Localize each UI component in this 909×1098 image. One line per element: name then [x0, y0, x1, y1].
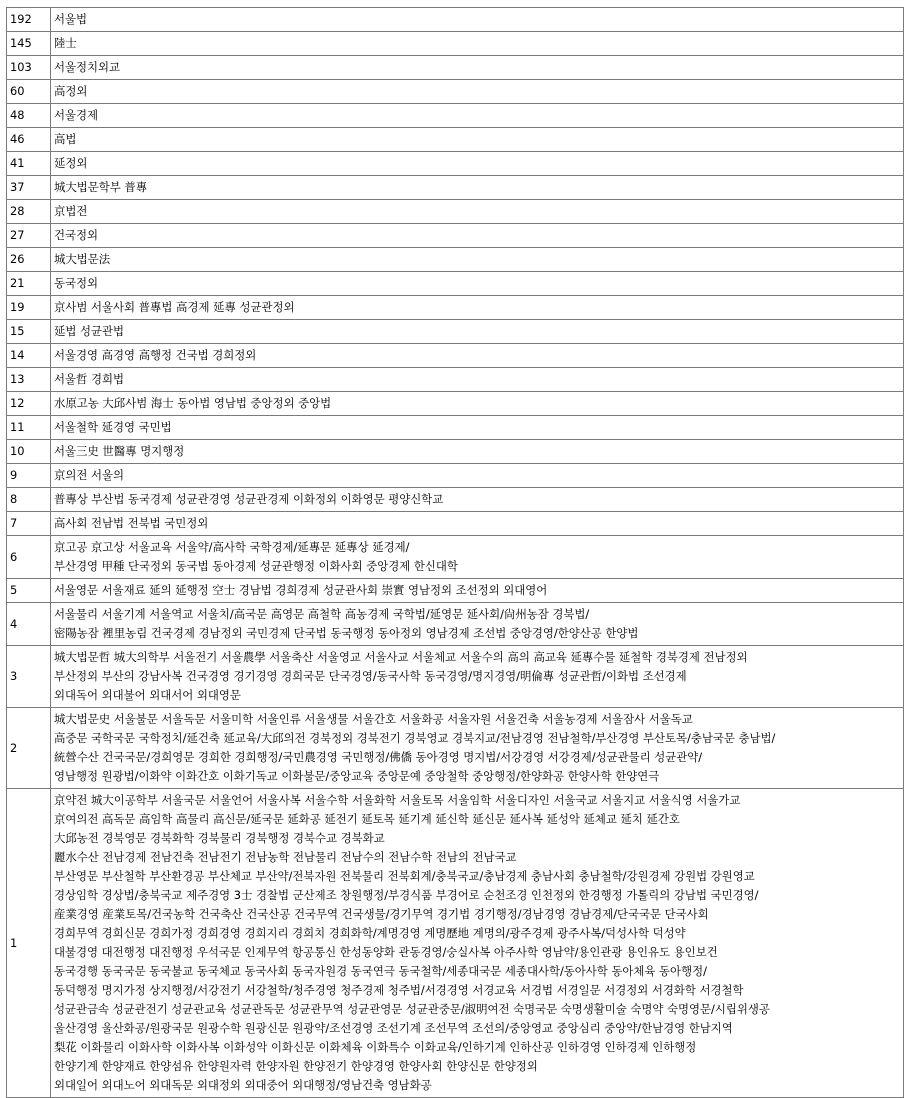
table-row [7, 104, 904, 128]
school-list-line: 高사회 전남법 전북법 국민정외 [54, 516, 209, 530]
school-list-cell [51, 176, 904, 200]
school-list-line: 건국정외 [54, 228, 99, 242]
school-list-line: 京의전 서울의 [54, 468, 125, 482]
table-row [7, 708, 904, 789]
count-cell: 46 [7, 128, 51, 152]
school-list-cell [51, 708, 904, 789]
school-list-line: 城大법문法 [54, 252, 111, 266]
school-list-cell [51, 8, 904, 32]
count-cell: 9 [7, 464, 51, 488]
school-list-line: 울산경영 울산화공/원광국문 원광수학 원광신문 원광약/조선경영 조선기계 조선무역 조선의/중앙영교 중앙심리 중앙약/한남경영 한남지역 [54, 1021, 733, 1035]
school-list-cell [51, 296, 904, 320]
school-list-line: 성균관금속 성균관전기 성균관교육 성균관독문 성균관무역 성균관영문 성균관중문/淑明여전 숙명국문 숙명생활미술 숙명약 숙명영문/시립위생공 [54, 1002, 770, 1016]
count-cell: 2 [7, 708, 51, 789]
school-list-line: 京사범 서울사회 普專법 高경제 延專 성균관정외 [54, 300, 295, 314]
table-row [7, 646, 904, 708]
table-row [7, 536, 904, 579]
school-list-line: 高정외 [54, 84, 88, 98]
table-row [7, 392, 904, 416]
school-list-cell [51, 646, 904, 708]
count-cell: 6 [7, 536, 51, 579]
school-list-line: 영남행정 원광법/이화약 이화간호 이화기독교 이화불문/중앙교육 중앙문예 중앙철학 중앙행정/한양화공 한양사학 한양연극 [54, 769, 660, 783]
school-list-cell [51, 248, 904, 272]
school-list-line: 서울영문 서울재료 延의 延행정 空士 경남법 경희경제 성균관사회 崇實 영남정외 조선정외 외대영어 [54, 583, 548, 597]
count-cell: 145 [7, 32, 51, 56]
count-cell: 28 [7, 200, 51, 224]
school-list-line: 서울철학 延경영 국민법 [54, 420, 172, 434]
school-list-cell [51, 320, 904, 344]
count-cell: 60 [7, 80, 51, 104]
count-cell: 14 [7, 344, 51, 368]
count-cell: 10 [7, 440, 51, 464]
school-list-line: 부산정외 부산의 강남사복 건국경영 경기경영 경희국문 단국경영/동국사학 동국경영/명지경영/明倫專 성균관哲/이화법 조선경제 [54, 669, 687, 683]
table-row [7, 8, 904, 32]
school-list-cell [51, 536, 904, 579]
school-list-cell [51, 32, 904, 56]
table-row [7, 224, 904, 248]
count-cell: 1 [7, 789, 51, 1098]
school-list-line: 서울물리 서울기계 서울역교 서울치/高국문 高영문 高철학 高농경제 국학법/延영문 延사회/尙州농잠 경북법/ [54, 607, 590, 621]
table-row [7, 200, 904, 224]
table-row [7, 603, 904, 646]
table-row [7, 464, 904, 488]
count-cell: 11 [7, 416, 51, 440]
school-list-line: 水原고농 大邱사범 海士 동아법 영남법 중앙정외 중앙법 [54, 396, 332, 410]
count-cell: 5 [7, 579, 51, 603]
school-list-cell [51, 368, 904, 392]
school-list-line: 부산영문 부산철학 부산환경공 부산체교 부산약/전북자원 전북물리 전북회계/충북국교/충남경제 충남사회 충남철학/강원경제 강원법 강원영교 [54, 869, 755, 883]
count-cell: 103 [7, 56, 51, 80]
school-list-line: 麗水수산 전남경제 전남건축 전남전기 전남농학 전남물리 전남수의 전남수학 전남의 전남국교 [54, 850, 517, 864]
school-list-cell [51, 416, 904, 440]
school-list-line: 동국정외 [54, 276, 99, 290]
school-list-cell [51, 224, 904, 248]
count-cell: 192 [7, 8, 51, 32]
table-row [7, 152, 904, 176]
table-row [7, 176, 904, 200]
school-list-cell [51, 344, 904, 368]
count-cell: 19 [7, 296, 51, 320]
school-list-line: 統營수산 건국국문/경희영문 경희한 경희행정/국민農경영 국민행정/佛僑 동아경영 명지법/서강경영 서강경제/성균관물리 성균관약/ [54, 750, 703, 764]
school-list-line: 京고공 京고상 서울교육 서울약/高사학 국학경제/延專문 延專상 延경제/ [54, 540, 410, 554]
school-list-line: 서울정치외교 [54, 60, 121, 74]
school-list-cell [51, 272, 904, 296]
school-list-line: 동덕행정 명지가정 상지행정/서강전기 서강철학/청주경영 청주경제 청주법/서경경영 서경교육 서경법 서경일문 서경정외 서경화학 서경철학 [54, 983, 744, 997]
table-row [7, 344, 904, 368]
table-row [7, 32, 904, 56]
school-list-line: 高중문 국학국문 국학정치/延건축 延교육/大邱의전 경북정외 경북전기 경북영교 경북지교/전남경영 전남철학/부산경영 부산토목/충남국문 충남법/ [54, 731, 776, 745]
table-row [7, 128, 904, 152]
school-list-line: 京약전 城大이공학부 서울국문 서울언어 서울사복 서울수학 서울화학 서울토목 서울임학 서울디자인 서울국교 서울지교 서울식영 서울가교 [54, 793, 741, 807]
school-list-line: 동국경행 동국국문 동국불교 동국체교 동국사회 동국자원경 동국연극 동국철학/세종대국문 세종대사학/동아사학 동아체육 동아행정/ [54, 964, 707, 978]
school-list-line: 서울경제 [54, 108, 99, 122]
school-list-cell [51, 104, 904, 128]
school-list-line: 高법 [54, 132, 77, 146]
school-list-line: 延법 성균관법 [54, 324, 125, 338]
school-list-line: 외대일어 외대노어 외대독문 외대정외 외대중어 외대행정/영남건축 영남화공 [54, 1078, 432, 1092]
school-list-cell [51, 464, 904, 488]
school-list-cell [51, 440, 904, 464]
school-list-line: 서울哲 경희법 [54, 372, 125, 386]
count-cell: 7 [7, 512, 51, 536]
school-list-line: 密陽농잠 裡里농림 건국경제 경남정외 국민경제 단국법 동국행정 동아정외 영남경제 조선법 중앙경영/한양산공 한양법 [54, 626, 639, 640]
school-list-cell [51, 128, 904, 152]
count-cell: 12 [7, 392, 51, 416]
school-list-line: 외대독어 외대불어 외대서어 외대영문 [54, 688, 241, 702]
count-cell: 21 [7, 272, 51, 296]
school-list-cell [51, 392, 904, 416]
school-list-cell [51, 488, 904, 512]
school-list-cell [51, 56, 904, 80]
school-list-line: 경상임학 경상법/충북국교 제주경영 3士 경찰법 군산제조 창원행정/부경식품 부경어로 순천조경 인천정외 한경행정 가톨릭의 강남법 국민경영/ [54, 888, 759, 902]
table-row [7, 80, 904, 104]
school-list-cell [51, 579, 904, 603]
count-cell: 37 [7, 176, 51, 200]
table-row [7, 248, 904, 272]
school-list-line: 大邱농전 경북영문 경북화학 경북물리 경북행정 경북수교 경북화교 [54, 831, 385, 845]
count-cell: 4 [7, 603, 51, 646]
school-list-line: 延정외 [54, 156, 88, 170]
table-row [7, 579, 904, 603]
table-row [7, 488, 904, 512]
school-list-line: 京여의전 高독문 高임학 高물리 高신문/延국문 延화공 延전기 延토목 延기계 延신학 延신문 延사복 延성악 延체교 延치 延간호 [54, 812, 680, 826]
count-cell: 8 [7, 488, 51, 512]
table-body [7, 8, 904, 1098]
school-list-cell [51, 512, 904, 536]
table-row [7, 440, 904, 464]
school-list-cell [51, 80, 904, 104]
table-row [7, 56, 904, 80]
school-list-line: 梨花 이화물리 이화사학 이화사복 이화성악 이화신문 이화체육 이화특수 이화교육/인하기계 인하산공 인하경영 인하경제 인하행정 [54, 1040, 697, 1054]
table-row [7, 320, 904, 344]
table-row [7, 368, 904, 392]
school-list-line: 서울三史 世醫專 명지행정 [54, 444, 185, 458]
count-cell: 13 [7, 368, 51, 392]
table-row [7, 272, 904, 296]
school-list-line: 서울경영 高경영 高행정 건국법 경희정외 [54, 348, 257, 362]
school-list-line: 城大법문학부 普專 [54, 180, 148, 194]
table-container [6, 7, 904, 1098]
count-cell: 26 [7, 248, 51, 272]
school-list-cell [51, 200, 904, 224]
count-cell: 27 [7, 224, 51, 248]
school-list-line: 한양기계 한양재료 한양섬유 한양원자력 한양자원 한양전기 한양경영 한양사회 한양신문 한양정외 [54, 1059, 538, 1073]
school-list-cell [51, 603, 904, 646]
table-row [7, 296, 904, 320]
school-list-line: 대불경영 대전행정 대진행정 우석국문 인제무역 항공통신 한성동양화 관동경영/숭실사복 아주사학 영남약/용인관광 용인유도 용인보건 [54, 945, 718, 959]
table-row [7, 789, 904, 1098]
school-list-line: 경희무역 경희신문 경희가정 경희경영 경희지리 경희치 경희화학/계명경영 계명歷地 계명의/광주경제 광주사복/덕성사학 덕성약 [54, 926, 686, 940]
count-cell: 15 [7, 320, 51, 344]
table-row [7, 512, 904, 536]
school-list-line: 城大법문哲 城大의학부 서울전기 서울農學 서울축산 서울영교 서울사교 서울체교 서울수의 高의 高교육 延專수물 延철학 경북경제 전남정외 [54, 650, 748, 664]
school-list-line: 普專상 부산법 동국경제 성균관경영 성균관경제 이화정외 이화영문 평양신학교 [54, 492, 444, 506]
school-list-line: 城大법문史 서울불문 서울독문 서울미학 서울인류 서울생물 서울간호 서울화공 서울자원 서울건축 서울농경제 서울잠사 서울독교 [54, 712, 693, 726]
school-list-line: 陸士 [54, 36, 77, 50]
table-row [7, 416, 904, 440]
ranking-table [6, 7, 904, 1098]
school-list-line: 産業경영 産業토목/건국농학 건국축산 건국산공 건국무역 건국생물/경기무역 경기법 경기행정/경남경영 경남경제/단국국문 단국사회 [54, 907, 709, 921]
count-cell: 41 [7, 152, 51, 176]
school-list-line: 서울법 [54, 12, 88, 26]
count-cell: 48 [7, 104, 51, 128]
school-list-cell [51, 789, 904, 1098]
count-cell: 3 [7, 646, 51, 708]
school-list-cell [51, 152, 904, 176]
school-list-line: 부산경영 甲種 단국정외 동국법 동아경제 성균관행정 이화사회 중앙경제 한신대학 [54, 559, 458, 573]
school-list-line: 京법전 [54, 204, 88, 218]
